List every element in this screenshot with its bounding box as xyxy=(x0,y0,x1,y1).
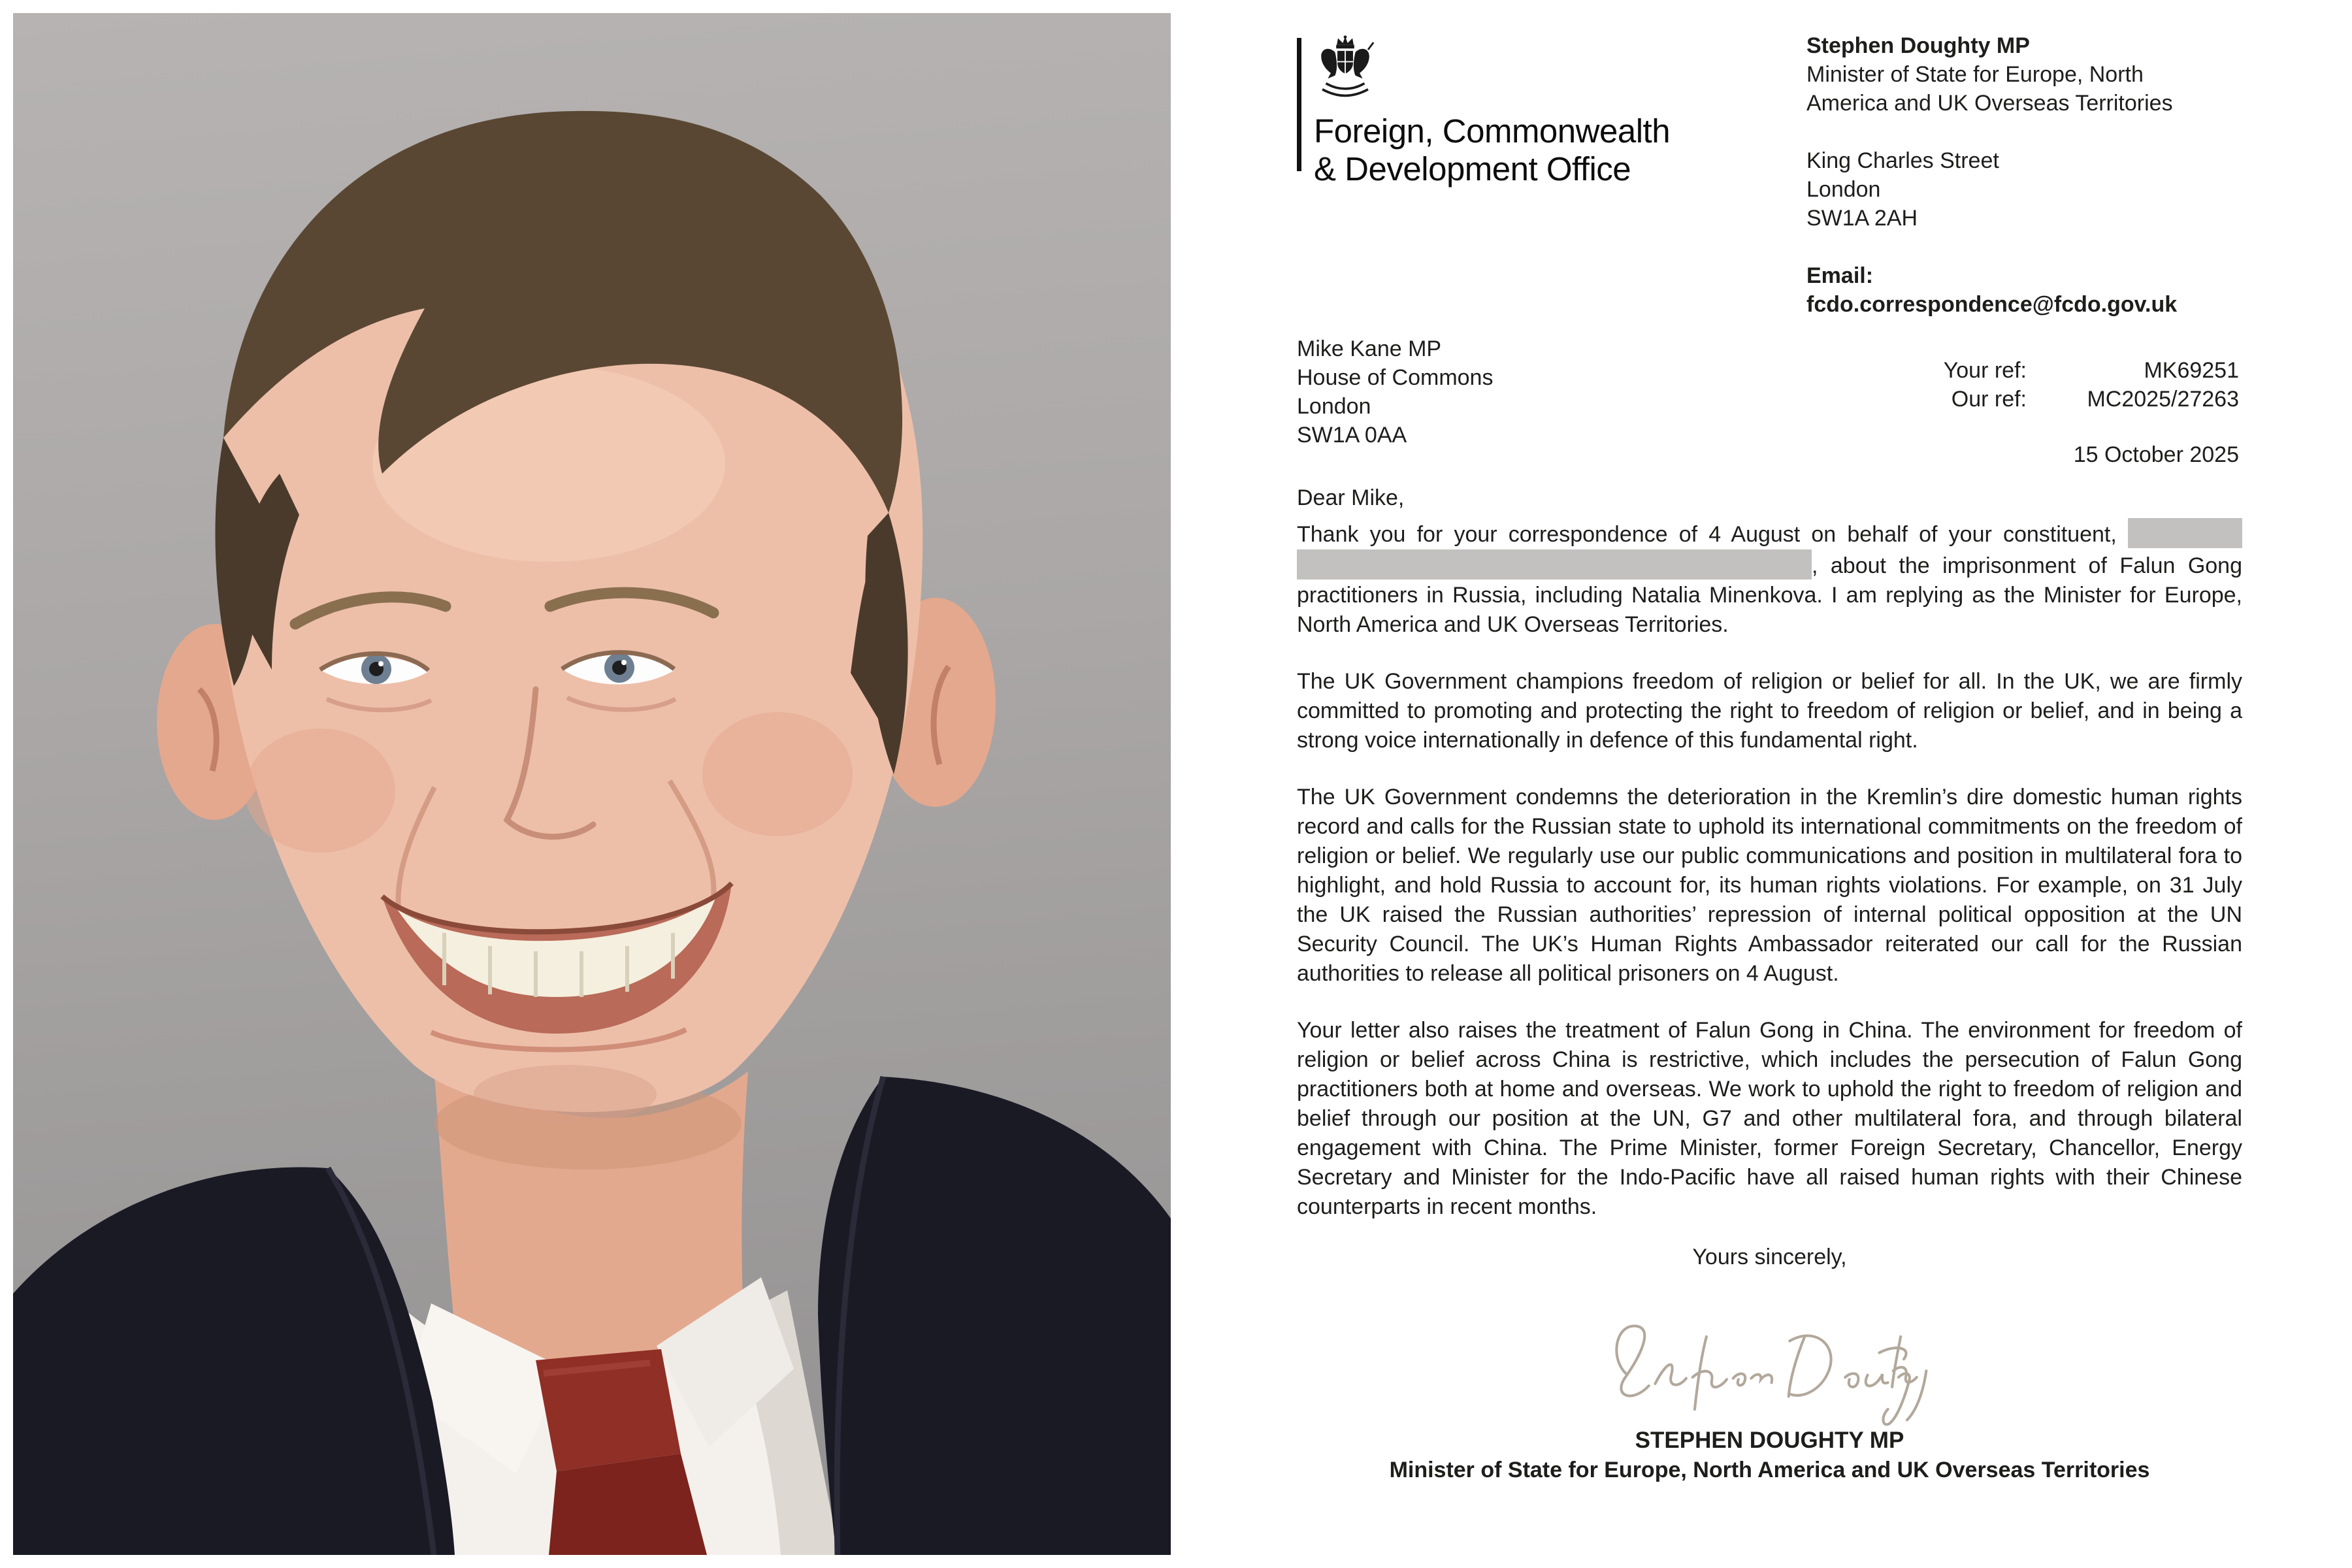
our-ref-row xyxy=(1742,385,2239,414)
email-address: fcdo.correspondence@fcdo.gov.uk xyxy=(1806,292,2178,317)
sender-address-line: London xyxy=(1806,177,1881,202)
paragraph-4: Your letter also raises the treatment of Falun Gong in China. The environment for freedom of religion or belief across China is restrictive, which includes the persecution of Falun Gong practitioners both at home and overseas. We work to uphold the right to freedom of religion and belief through our position at the UN, G7 and other multilateral fora, and through bilateral engagement with China. The Prime Minister, former Foreign Secretary, Chancellor, Energy Secretary and Minister for the Indo-Pacific have all raised human rights with their Chinese counterparts in recent months. xyxy=(1297,1018,2242,1219)
department-wordmark xyxy=(1314,112,1670,188)
letter-date: 15 October 2025 xyxy=(2073,442,2239,467)
recipient-line: SW1A 0AA xyxy=(1297,423,1407,448)
sender-address-block xyxy=(1806,31,2242,319)
recipient-address-block xyxy=(1297,335,1493,449)
sender-name: Stephen Doughty MP xyxy=(1806,33,2030,58)
signoff-title: Minister of State for Europe, North America and UK Overseas Territories xyxy=(1389,1458,2150,1482)
paragraph-2: The UK Government champions freedom of religion or belief for all. In the UK, we are firmly committed to promoting and protecting the right to freedom of religion or belief, and in being a strong voice internationally in defence of this fundamental right. xyxy=(1297,669,2242,753)
redaction-box xyxy=(1297,549,1812,580)
reference-block xyxy=(1742,356,2239,414)
sender-address-line: SW1A 2AH xyxy=(1806,206,1918,231)
closing-valediction: Yours sincerely, xyxy=(1692,1245,1847,1269)
royal-coat-of-arms-icon xyxy=(1315,34,1375,111)
signature-ink xyxy=(1571,1273,1963,1433)
handwritten-signature xyxy=(1571,1273,1963,1433)
your-ref-value: MK69251 xyxy=(2144,358,2239,383)
signoff-name: STEPHEN DOUGHTY MP xyxy=(1635,1428,1904,1453)
department-name-line1: Foreign, Commonwealth xyxy=(1314,112,1671,150)
redaction-box xyxy=(2128,518,2242,548)
salutation: Dear Mike, xyxy=(1297,485,1405,510)
letter-body xyxy=(1297,518,2242,1249)
sender-title-line2: America and UK Overseas Territories xyxy=(1806,91,2173,116)
paragraph-1-text-after: , about the imprisonment of Falun Gong practitioners in Russia, including Natalia Minenkova. I am replying as the Minister for Europe, North America and UK Overseas Territories. xyxy=(1297,553,2242,637)
recipient-line: London xyxy=(1297,394,1371,419)
paragraph-3: The UK Government condemns the deterioration in the Kremlin’s dire domestic human rights record and calls for the Russian state to uphold its international commitments on the freedom of religion or belief. We regularly use our public communications and position in multilateral fora to highlight, and hold Russia to account for, its human rights violations. For example, on 31 July the UK raised the Russian authorities’ repression of internal political opposition at the UN Security Council. The UK’s Human Rights Ambassador reiterated our call for the Russian authorities to release all political prisoners on 4 August. xyxy=(1297,785,2242,986)
email-label: Email: xyxy=(1806,263,1874,288)
sender-title-line1: Minister of State for Europe, North xyxy=(1806,62,2144,87)
letterhead-bar xyxy=(1297,38,1301,171)
official-portrait-photo xyxy=(13,13,1171,1555)
your-ref-row xyxy=(1742,356,2239,385)
paragraph-1 xyxy=(1297,518,2242,640)
sender-address-line: King Charles Street xyxy=(1806,148,1999,173)
our-ref-value: MC2025/27263 xyxy=(2087,387,2239,412)
department-name-line2: & Development Office xyxy=(1314,150,1631,188)
recipient-line: House of Commons xyxy=(1297,365,1494,390)
portrait-illustration xyxy=(13,13,1171,1555)
recipient-line: Mike Kane MP xyxy=(1297,336,1442,361)
your-ref-label: Your ref: xyxy=(1943,358,2027,383)
paragraph-1-text-before: Thank you for your correspondence of 4 August on behalf of your constituent, xyxy=(1297,522,2117,547)
fcdo-letterhead xyxy=(1297,34,1780,188)
our-ref-label: Our ref: xyxy=(1951,387,2027,412)
fcdo-letter-page xyxy=(1297,0,2242,1568)
